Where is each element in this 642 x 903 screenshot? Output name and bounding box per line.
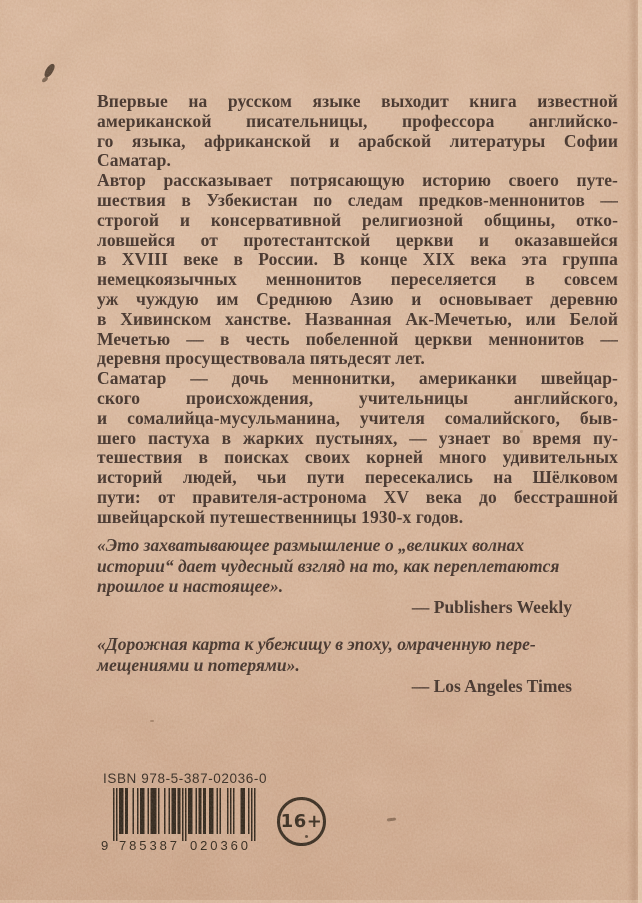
- annotation-line: в Хивинском ханстве. Названная Ак-Мечетью, или Белой: [97, 308, 618, 329]
- review-line: мещениями и потерями».: [97, 654, 300, 675]
- barcode-digit-first: 9: [101, 838, 109, 852]
- annotation-line: и сомалийца-мусульманина, учителя сомалийского, быв-: [97, 407, 618, 428]
- review-attribution: — Los Angeles Times: [411, 675, 572, 696]
- review-line: «Это захватывающее размышление о „великих волнах: [97, 535, 525, 555]
- annotation-line: швейцарской путешественницы 1930-х годов.: [97, 506, 464, 527]
- review-line: истории“ дает чудесный взгляд на то, как переплетаются: [97, 555, 560, 576]
- annotation-line: тешествия в поисках своих корней много удивительных: [97, 447, 618, 468]
- paper-speck: [387, 817, 396, 821]
- annotation-line: ловшейся от протестантской церкви и оказавшейся: [97, 229, 618, 250]
- annotation-line: го языка, африканской и арабской литературы Софии: [97, 130, 618, 151]
- review-quote: [97, 634, 584, 696]
- annotation-line: шего пастуха в жарких пустынях, — узнает во время пу-: [97, 427, 618, 448]
- ink-blemish: [43, 62, 56, 79]
- barcode-digits-right: 020360: [190, 838, 248, 852]
- age-rating-label: 16+: [280, 811, 323, 832]
- annotation-line: в XVIII веке в России. В конце XIX века эта группа: [97, 249, 618, 270]
- press-reviews: [97, 535, 584, 713]
- annotation-line: Впервые на русском языке выходит книга известной: [97, 91, 618, 111]
- review-line: прошлое и настоящее».: [97, 576, 284, 597]
- annotation-line: Мечетью — в честь побеленной церкви меннонитов —: [97, 328, 618, 349]
- annotation-line: деревня просуществовала пятьдесят лет.: [97, 348, 425, 369]
- review-line: «Дорожная карта к убежищу в эпоху, омраченную пере-: [97, 634, 536, 655]
- annotation-line: строгой и консервативной религиозной общины, отко-: [97, 209, 618, 230]
- review-quote: [97, 535, 584, 617]
- barcode-digits-left: 785387: [119, 838, 177, 852]
- isbn-block: [100, 771, 267, 852]
- annotation-line: Саматар — дочь меннонитки, американки швейцар-: [97, 368, 618, 389]
- annotation-line: пути: от правителя-астронома XV века до бесстрашной: [97, 486, 618, 507]
- annotation-line: историй людей, чьи пути пересекались на Шёлковом: [97, 467, 618, 488]
- annotation-line: Саматар.: [97, 150, 171, 171]
- isbn-label: ISBN 978-5-387-02036-0: [103, 771, 268, 786]
- annotation-line: Автор рассказывает потрясающую историю своего путе-: [97, 170, 618, 191]
- annotation-text: [97, 92, 618, 528]
- paper-speck: [150, 720, 154, 722]
- age-rating-badge: [277, 797, 326, 846]
- page-edge-shadow: [627, 0, 638, 903]
- ink-blemish-tail: [41, 76, 49, 84]
- page-edge-highlight: [638, 0, 642, 903]
- annotation-line: уж чуждую им Среднюю Азию и основывает деревню: [97, 288, 618, 309]
- annotation-line: немецкоязычных меннонитов переселяется в совсем: [97, 269, 618, 290]
- ean13-barcode: [100, 788, 260, 852]
- annotation-line: шествия в Узбекистан по следам предков-меннонитов —: [97, 189, 618, 210]
- review-attribution: — Publishers Weekly: [411, 596, 572, 617]
- annotation-line: американской писательницы, профессора английско-: [97, 110, 618, 131]
- annotation-line: ского происхождения, учительницы английского,: [97, 387, 618, 408]
